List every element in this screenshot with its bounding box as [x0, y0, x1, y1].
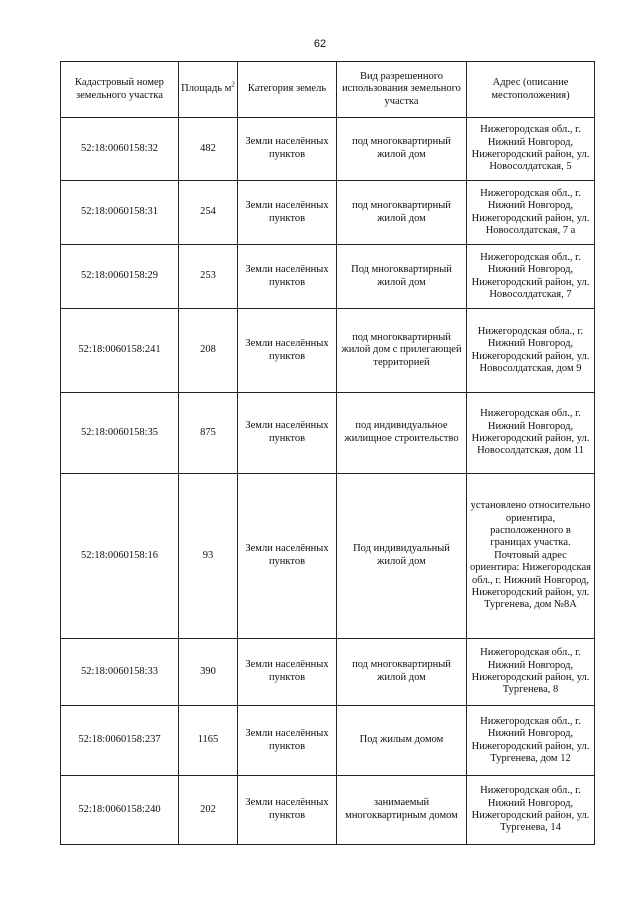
table-row: [61, 776, 595, 845]
cell-category: Земли населённых пунктов: [238, 706, 337, 776]
cell-category: Земли населённых пунктов: [238, 474, 337, 639]
table-body: [61, 118, 595, 845]
cell-area: 93: [179, 474, 238, 639]
cell-cadastral: 52:18:0060158:240: [61, 776, 179, 845]
cell-category: Земли населённых пунктов: [238, 118, 337, 181]
cell-use: под многоквартирный жилой дом: [337, 118, 467, 181]
cell-cadastral: 52:18:0060158:33: [61, 639, 179, 706]
table-row: [61, 474, 595, 639]
land-plots-table: [60, 61, 595, 845]
table-row: [61, 118, 595, 181]
cell-area: 1165: [179, 706, 238, 776]
header-address: Адрес (описание местоположения): [467, 62, 595, 118]
table-row: [61, 639, 595, 706]
cell-use: под многоквартирный жилой дом: [337, 639, 467, 706]
cell-address: Нижегородская обл., г. Нижний Новгород, Нижегородский район, ул. Тургенева, 8: [467, 639, 595, 706]
cell-area: 253: [179, 245, 238, 309]
table-row: [61, 245, 595, 309]
cell-category: Земли населённых пунктов: [238, 181, 337, 245]
cell-area: 202: [179, 776, 238, 845]
table-row: [61, 181, 595, 245]
header-use: Вид разрешенного использования земельного участка: [337, 62, 467, 118]
cell-area: 254: [179, 181, 238, 245]
cell-address: Нижегородская обла., г. Нижний Новгород, Нижегородский район, ул. Новосолдатская, дом 9: [467, 309, 595, 393]
cell-category: Земли населённых пунктов: [238, 309, 337, 393]
table-header-row: [61, 62, 595, 118]
header-category: Категория земель: [238, 62, 337, 118]
cell-cadastral: 52:18:0060158:16: [61, 474, 179, 639]
table-row: [61, 309, 595, 393]
cell-area: 875: [179, 393, 238, 474]
cell-cadastral: 52:18:0060158:31: [61, 181, 179, 245]
cell-category: Земли населённых пунктов: [238, 776, 337, 845]
cell-address: установлено относительно ориентира, расположенного в границах участка. Почтовый адрес ориентира: Нижегородская обл., г. Нижний Новгород, Нижегородский район, ул. Тургенева, дом №8А: [467, 474, 595, 639]
cell-category: Земли населённых пунктов: [238, 639, 337, 706]
cell-address: Нижегородская обл., г. Нижний Новгород, Нижегородский район, ул. Тургенева, 14: [467, 776, 595, 845]
cell-category: Земли населённых пунктов: [238, 393, 337, 474]
cell-area: 482: [179, 118, 238, 181]
cell-address: Нижегородская обл., г. Нижний Новгород, Нижегородский район, ул. Новосолдатская, 5: [467, 118, 595, 181]
cell-area: 208: [179, 309, 238, 393]
cell-cadastral: 52:18:0060158:241: [61, 309, 179, 393]
cell-use: под многоквартирный жилой дом с прилегающей территорией: [337, 309, 467, 393]
table-row: [61, 393, 595, 474]
cell-use: занимаемый многоквартирным домом: [337, 776, 467, 845]
cell-use: Под многоквартирный жилой дом: [337, 245, 467, 309]
cell-use: Под жилым домом: [337, 706, 467, 776]
cell-category: Земли населённых пунктов: [238, 245, 337, 309]
header-cadastral: Кадастровый номер земельного участка: [61, 62, 179, 118]
cell-cadastral: 52:18:0060158:29: [61, 245, 179, 309]
page-number: 62: [313, 38, 327, 50]
cell-use: Под индивидуальный жилой дом: [337, 474, 467, 639]
header-area-label: Площадь м: [181, 83, 232, 95]
cell-cadastral: 52:18:0060158:35: [61, 393, 179, 474]
cell-use: под многоквартирный жилой дом: [337, 181, 467, 245]
table-row: [61, 706, 595, 776]
header-area: [179, 62, 238, 118]
cell-cadastral: 52:18:0060158:32: [61, 118, 179, 181]
cell-address: Нижегородская обл., г. Нижний Новгород, Нижегородский район, ул. Новосолдатская, дом 11: [467, 393, 595, 474]
cell-address: Нижегородская обл., г. Нижний Новгород, Нижегородский район, ул. Новосолдатская, 7: [467, 245, 595, 309]
cell-address: Нижегородская обл., г. Нижний Новгород, Нижегородский район, ул. Тургенева, дом 12: [467, 706, 595, 776]
cell-address: Нижегородская обл., г. Нижний Новгород, Нижегородский район, ул. Новосолдатская, 7 а: [467, 181, 595, 245]
cell-cadastral: 52:18:0060158:237: [61, 706, 179, 776]
header-area-sup: 2: [231, 80, 235, 89]
cell-area: 390: [179, 639, 238, 706]
cell-use: под индивидуальное жилищное строительство: [337, 393, 467, 474]
